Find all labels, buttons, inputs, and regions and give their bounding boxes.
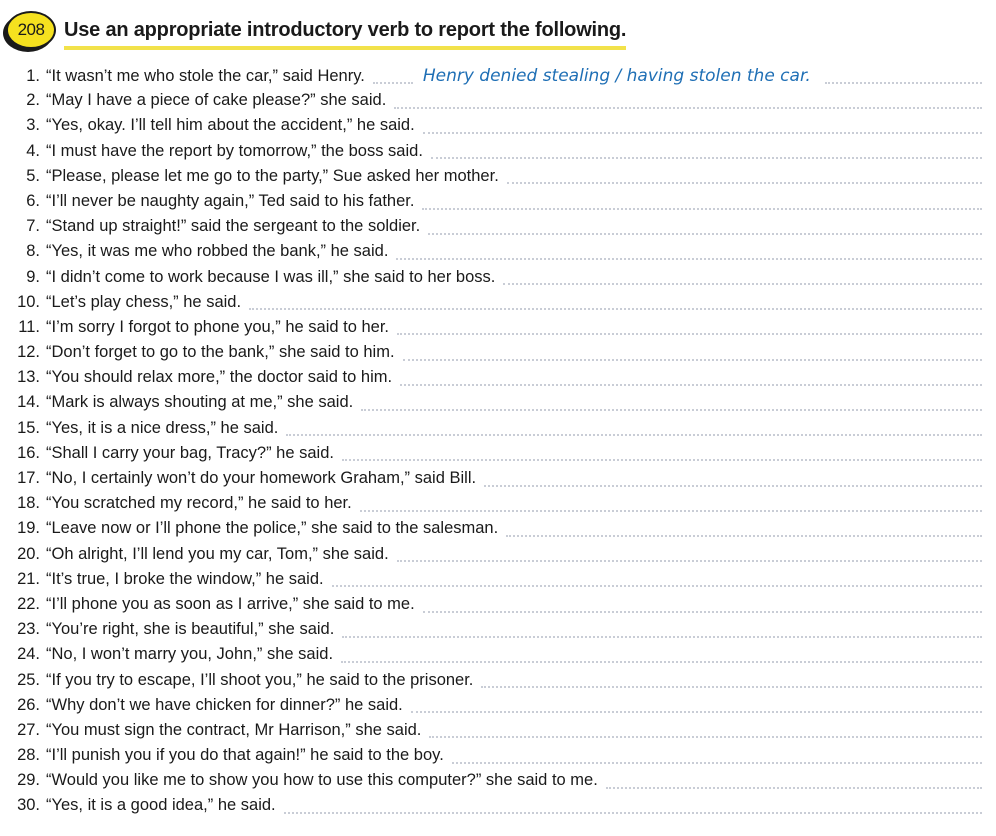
exercise-item [14,91,982,116]
item-number: 20. [17,544,40,563]
answer-line[interactable] [403,359,982,361]
answer-line[interactable] [341,661,982,663]
item-number: 12. [17,343,40,362]
item-number: 27. [17,720,40,739]
item-sentence: “Please, please let me go to the party,” Sue asked her mother. [46,166,499,185]
exercise-item [14,268,982,293]
item-number: 17. [17,469,40,487]
item-number: 18. [17,494,40,513]
answer-line[interactable] [452,762,982,764]
exercise-item [14,721,982,746]
item-number: 7. [26,217,40,236]
item-number: 2. [26,91,40,110]
item-sentence: “Yes, it was me who robbed the bank,” he said. [46,242,389,261]
item-number: 9. [26,267,40,286]
exercise-item [14,645,982,670]
exercise-item [14,192,982,217]
answer-line[interactable] [342,459,982,461]
answer-line[interactable] [400,384,982,386]
item-sentence: “Why don’t we have chicken for dinner?” he said. [46,695,403,714]
answer-line[interactable] [606,787,982,789]
item-number: 25. [17,670,40,689]
exercise-list [14,66,982,822]
instruction-underline [64,46,626,50]
item-sentence: “If you try to escape, I’ll shoot you,” he said to the prisoner. [46,670,474,689]
answer-line[interactable] [411,711,982,713]
exercise-item [14,142,982,167]
answer-line[interactable] [431,157,982,159]
item-sentence: “It wasn’t me who stole the car,” said Henry. [46,67,365,85]
exercise-item [14,671,982,696]
item-sentence: “Don’t forget to go to the bank,” she said to him. [46,343,395,362]
item-number: 8. [26,242,40,261]
item-sentence: “May I have a piece of cake please?” she said. [46,91,387,110]
item-number: 22. [17,594,40,613]
item-sentence: “No, I certainly won’t do your homework Graham,” said Bill. [46,469,477,487]
answer-line[interactable] [423,611,982,613]
answer-line[interactable] [396,258,982,260]
answer-line[interactable] [332,585,982,587]
item-sentence: “Stand up straight!” said the sergeant to the soldier. [46,217,421,236]
item-number: 19. [17,519,40,538]
item-sentence: “You must sign the contract, Mr Harrison,” she said. [46,720,422,739]
exercise-number-badge: 208 [6,11,56,49]
exercise-item [14,318,982,343]
item-sentence: “Leave now or I’ll phone the police,” she said to the salesman. [46,519,499,538]
answer-line[interactable] [825,82,982,84]
exercise-item [14,167,982,192]
exercise-item [14,494,982,519]
answer-line[interactable] [397,560,982,562]
exercise-item [14,368,982,393]
exercise-instruction: Use an appropriate introductory verb to report the following. [64,18,627,41]
answer-line [373,82,413,84]
item-number: 6. [26,191,40,210]
exercise-item [14,595,982,620]
item-number: 1. [26,67,40,85]
exercise-item [14,469,982,494]
answer-line[interactable] [342,636,982,638]
exercise-item [14,116,982,141]
exercise-item [14,620,982,645]
answer-line[interactable] [284,812,982,814]
answer-line[interactable] [481,686,982,688]
answer-text[interactable]: Henry denied stealing / having stolen the car. [422,66,811,86]
exercise-header [6,10,626,50]
answer-line[interactable] [361,409,982,411]
answer-line[interactable] [484,485,982,487]
item-sentence: “You scratched my record,” he said to her. [46,494,352,513]
item-sentence: “Oh alright, I’ll lend you my car, Tom,” she said. [46,544,389,563]
item-number: 10. [17,292,40,311]
exercise-item [14,66,982,91]
item-number: 26. [17,695,40,714]
item-number: 21. [17,569,40,588]
answer-line[interactable] [286,434,982,436]
answer-line[interactable] [507,182,982,184]
item-sentence: “Let’s play chess,” he said. [46,292,242,311]
item-number: 4. [26,141,40,160]
instruction-wrap [64,19,626,42]
item-number: 13. [17,368,40,387]
exercise-item [14,242,982,267]
exercise-item [14,393,982,418]
item-sentence: “I’ll punish you if you do that again!” he said to the boy. [46,746,444,765]
item-sentence: “It’s true, I broke the window,” he said. [46,569,324,588]
item-number: 11. [18,317,40,336]
item-sentence: “Yes, it is a good idea,” he said. [46,796,276,815]
item-sentence: “I’ll phone you as soon as I arrive,” she said to me. [46,594,415,613]
item-sentence: “Mark is always shouting at me,” she said. [46,393,354,412]
item-number: 30. [17,796,40,815]
exercise-item [14,293,982,318]
item-number: 24. [17,645,40,664]
answer-line[interactable] [422,208,982,210]
exercise-item [14,796,982,821]
answer-line[interactable] [429,736,982,738]
item-sentence: “Yes, okay. I’ll tell him about the accident,” he said. [46,116,415,135]
item-sentence: “Would you like me to show you how to use this computer?” she said to me. [46,771,598,790]
answer-line[interactable] [394,107,982,109]
item-sentence: “No, I won’t marry you, John,” she said. [46,645,334,664]
item-number: 28. [17,746,40,765]
exercise-item [14,746,982,771]
item-sentence: “I’ll never be naughty again,” Ted said to his father. [46,191,415,210]
answer-line[interactable] [503,283,982,285]
answer-line[interactable] [506,535,982,537]
exercise-item [14,444,982,469]
answer-line[interactable] [423,132,982,134]
item-sentence: “You’re right, she is beautiful,” she said. [46,620,335,639]
item-number: 16. [17,443,40,462]
exercise-item [14,419,982,444]
answer-line[interactable] [360,510,982,512]
answer-line[interactable] [397,333,982,335]
item-sentence: “I didn’t come to work because I was ill,” she said to her boss. [46,267,496,286]
item-sentence: “You should relax more,” the doctor said to him. [46,368,393,387]
exercise-item [14,696,982,721]
exercise-item [14,545,982,570]
item-number: 5. [26,166,40,185]
item-number: 23. [17,620,40,639]
exercise-item [14,343,982,368]
item-number: 14. [17,393,40,412]
exercise-item [14,570,982,595]
item-sentence: “Shall I carry your bag, Tracy?” he said. [46,443,334,462]
item-sentence: “I’m sorry I forgot to phone you,” he said to her. [46,317,390,336]
exercise-item [14,771,982,796]
item-number: 15. [17,418,40,437]
item-sentence: “I must have the report by tomorrow,” the boss said. [46,141,423,160]
item-sentence: “Yes, it is a nice dress,” he said. [46,418,279,437]
answer-line[interactable] [428,233,982,235]
item-number: 29. [17,771,40,790]
item-number: 3. [26,116,40,135]
exercise-item [14,519,982,544]
answer-line[interactable] [249,308,982,310]
exercise-item [14,217,982,242]
